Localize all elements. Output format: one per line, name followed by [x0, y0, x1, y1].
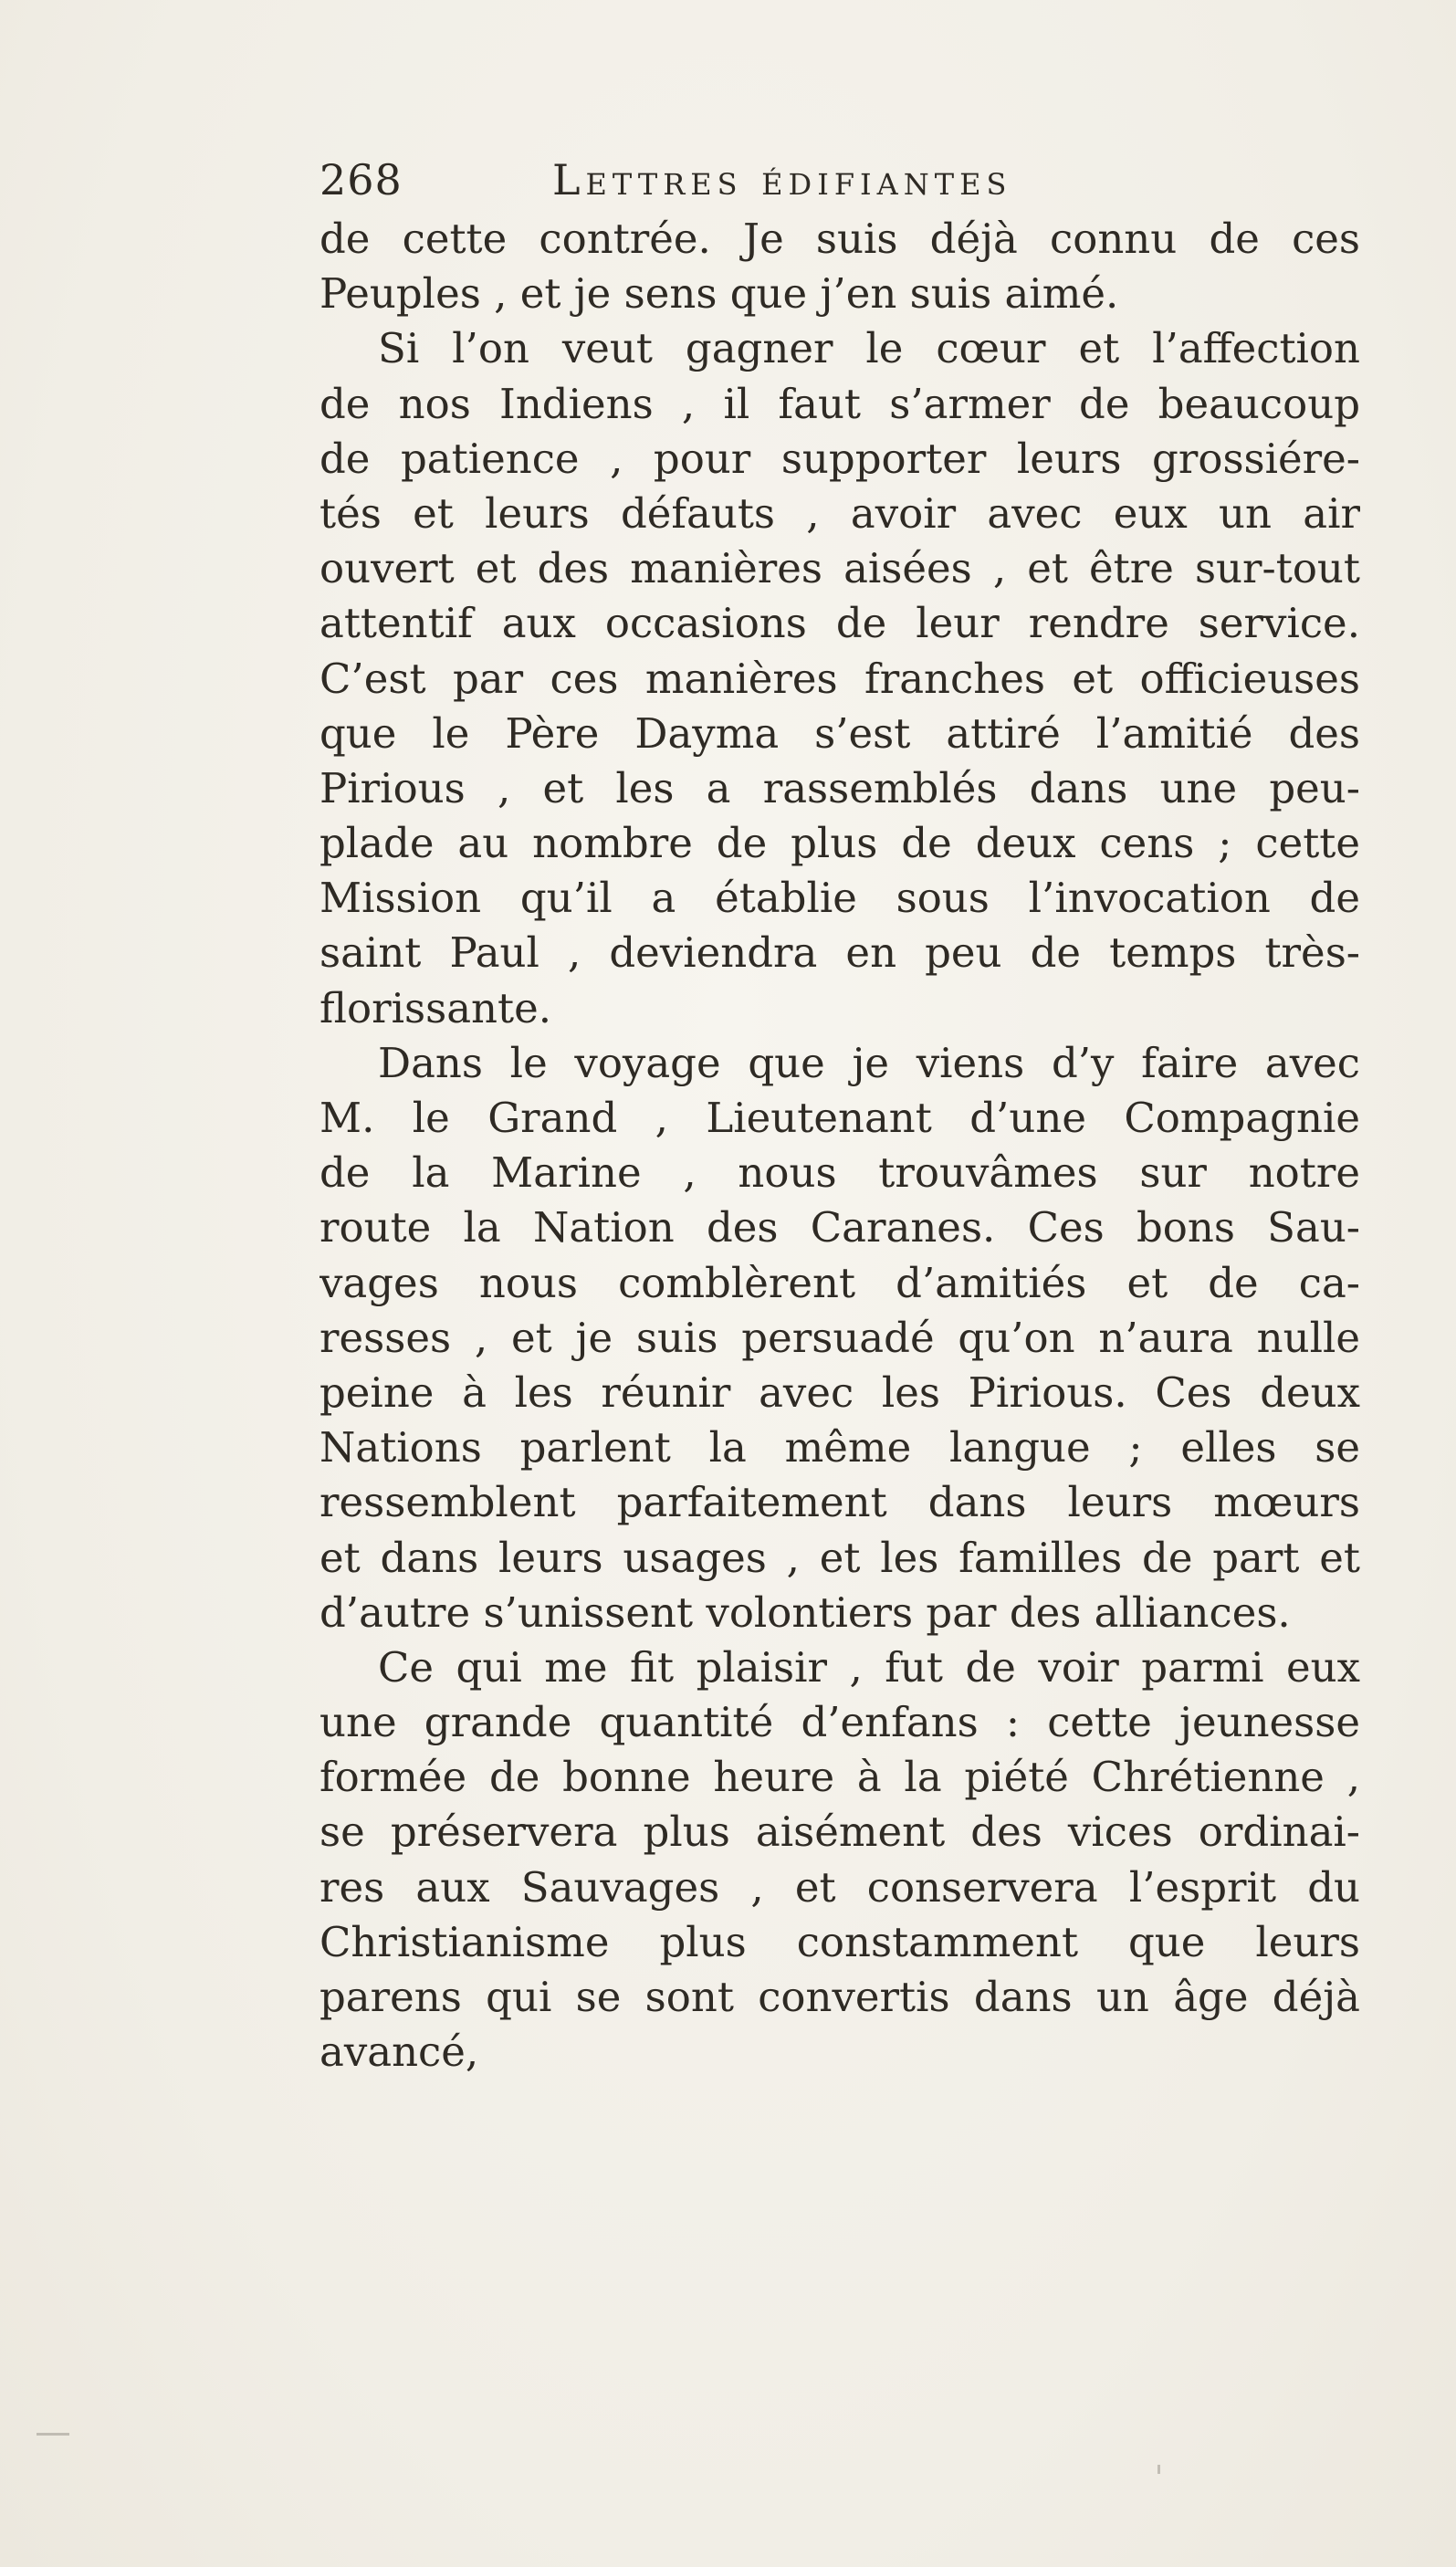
page-speck — [37, 2433, 69, 2436]
text-line: vages nous comblèrent d’amitiés et de ca- — [319, 1258, 1360, 1307]
text-line: res aux Sauvages , et conservera l’esprit du — [319, 1862, 1360, 1912]
text-line: avancé, — [319, 2027, 479, 2077]
text-line: une grande quantité d’enfans : cette jeunesse — [319, 1698, 1360, 1747]
text-line: M. le Grand , Lieutenant d’une Compagnie — [319, 1094, 1360, 1142]
text-line: Ce qui me fit plaisir , fut de voir parmi eux — [378, 1642, 1360, 1692]
page-number: 268 — [319, 155, 403, 204]
text-line: attentif aux occasions de leur rendre service. — [319, 599, 1360, 648]
text-line: Peuples , et je sens que j’en suis aimé. — [319, 269, 1119, 319]
text-line: se préservera plus aisément des vices ordinai- — [319, 1807, 1360, 1857]
text-line: route la Nation des Caranes. Ces bons Sau- — [319, 1203, 1360, 1252]
text-line: Pirious , et les a rassemblés dans une peu- — [319, 763, 1360, 812]
text-line: que le Père Dayma s’est attiré l’amitié des — [319, 708, 1360, 758]
text-line: Nations parlent la même langue ; elles se — [319, 1423, 1360, 1472]
text-line: de nos Indiens , il faut s’armer de beaucoup — [319, 379, 1360, 428]
text-line: plade au nombre de plus de deux cens ; cette — [319, 819, 1360, 868]
text-line: saint Paul , deviendra en peu de temps très- — [319, 928, 1360, 978]
text-line: peine à les réunir avec les Pirious. Ces deux — [319, 1367, 1360, 1417]
text-line: de cette contrée. Je suis déjà connu de ces — [319, 215, 1360, 263]
text-line: de la Marine , nous trouvâmes sur notre — [319, 1148, 1360, 1198]
text-line: Christianisme plus constamment que leurs — [319, 1917, 1360, 1966]
body-text — [319, 212, 1360, 2080]
text-line: de patience , pour supporter leurs grossiére- — [319, 434, 1360, 483]
text-line: florissante. — [319, 983, 552, 1032]
text-line: et dans leurs usages , et les familles de part et — [319, 1533, 1360, 1582]
text-line: Si l’on veut gagner le cœur et l’affection — [378, 324, 1360, 373]
text-line: resses , et je suis persuadé qu’on n’aura nulle — [319, 1313, 1360, 1362]
text-line: parens qui se sont convertis dans un âge déjà — [319, 1973, 1360, 2021]
text-line: ressemblent parfaitement dans leurs mœurs — [319, 1478, 1360, 1527]
text-line: Dans le voyage que je viens d’y faire avec — [378, 1038, 1360, 1087]
page-header — [319, 155, 1360, 210]
text-line: formée de bonne heure à la piété Chrétienne , — [319, 1753, 1360, 1802]
text-line: ouvert et des manières aisées , et être sur-tout — [319, 544, 1360, 593]
text-line: d’autre s’unissent volontiers par des alliances. — [319, 1587, 1291, 1637]
page-speck — [1157, 2465, 1160, 2474]
text-line: tés et leurs défauts , avoir avec eux un air — [319, 488, 1360, 538]
text-line: Mission qu’il a établie sous l’invocation de — [319, 874, 1360, 923]
running-head: Lettres édifiantes — [552, 155, 1012, 204]
text-line: C’est par ces manières franches et officieuses — [319, 654, 1360, 703]
